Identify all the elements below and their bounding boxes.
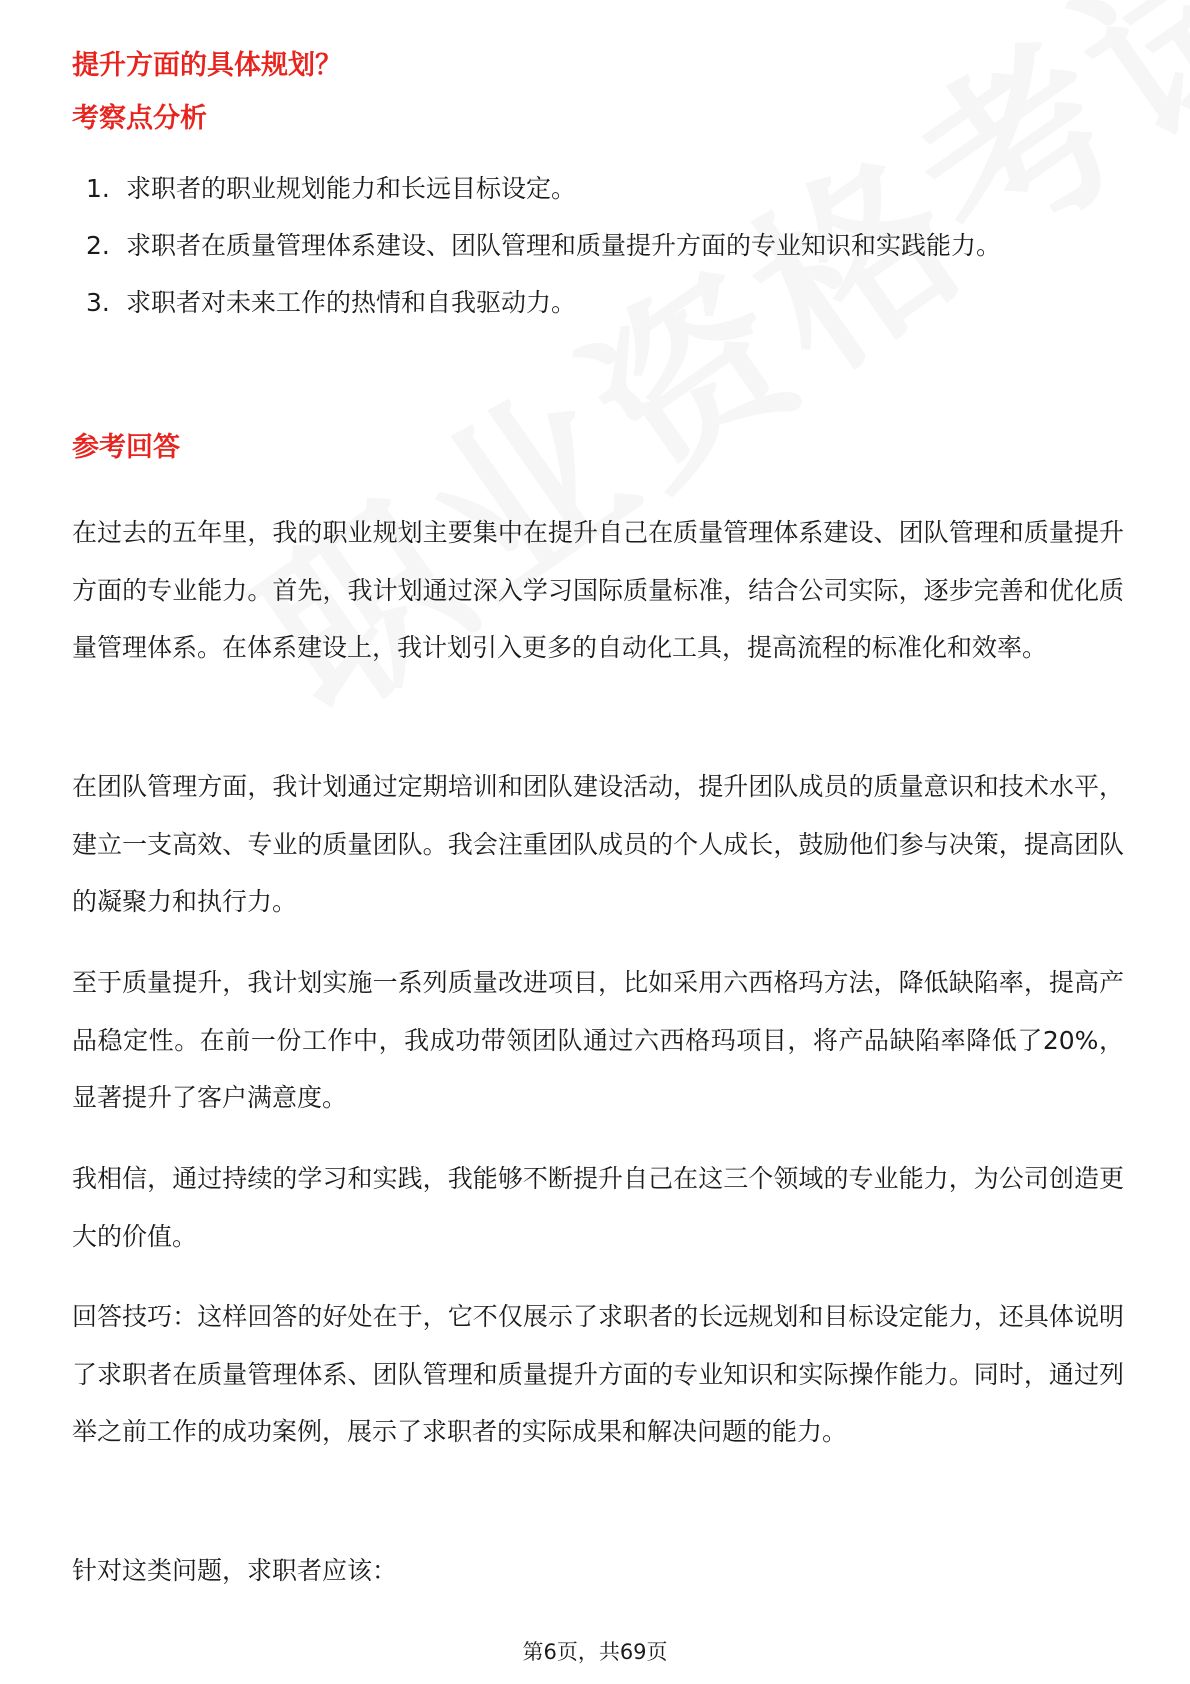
analysis-heading: 考察点分析 — [72, 103, 207, 134]
answer-paragraph-1: 在过去的五年里，我的职业规划主要集中在提升自己在质量管理体系建设、团队管理和质量提升方面的专业能力。首先，我计划通过深入学习国际质量标准，结合公司实际，逐步完善和优化质量管理体系。在体系建设上，我计划引入更多的自动化工具，提高流程的标准化和效率。 — [72, 518, 1124, 662]
list-item-number: 2. — [86, 231, 110, 260]
list-item-text: 求职者的职业规划能力和长远目标设定。 — [126, 174, 577, 203]
tips-paragraph: 回答技巧：这样回答的好处在于，它不仅展示了求职者的长远规划和目标设定能力，还具体说明了求职者在质量管理体系、团队管理和质量提升方面的专业知识和实际操作能力。同时，通过列举之前工作的成功案例，展示了求职者的实际成果和解决问题的能力。 — [72, 1302, 1124, 1446]
list-item — [72, 274, 1122, 331]
advice-lead: 针对这类问题，求职者应该： — [72, 1556, 398, 1585]
analysis-list — [72, 160, 1122, 331]
page-number: 第6页，共69页 — [522, 1640, 668, 1664]
answer-paragraph-2: 在团队管理方面，我计划通过定期培训和团队建设活动，提升团队成员的质量意识和技术水平，建立一支高效、专业的质量团队。我会注重团队成员的个人成长，鼓励他们参与决策，提高团队的凝聚力和执行力。 — [72, 772, 1124, 916]
list-item-text: 求职者在质量管理体系建设、团队管理和质量提升方面的专业知识和实践能力。 — [126, 231, 1002, 260]
list-item — [72, 160, 1122, 217]
list-item — [72, 217, 1122, 274]
answer-paragraph-4: 我相信，通过持续的学习和实践，我能够不断提升自己在这三个领域的专业能力，为公司创造更大的价值。 — [72, 1164, 1124, 1251]
list-item-number: 1. — [86, 174, 110, 203]
list-item-number: 3. — [86, 288, 110, 317]
question-heading: 提升方面的具体规划？ — [72, 50, 342, 81]
answer-paragraph-3: 至于质量提升，我计划实施一系列质量改进项目，比如采用六西格玛方法，降低缺陷率，提高产品稳定性。在前一份工作中，我成功带领团队通过六西格玛项目，将产品缺陷率降低了20%，显著提升了客户满意度。 — [72, 968, 1124, 1112]
list-item-text: 求职者对未来工作的热情和自我驱动力。 — [126, 288, 577, 317]
reference-heading: 参考回答 — [72, 432, 180, 463]
